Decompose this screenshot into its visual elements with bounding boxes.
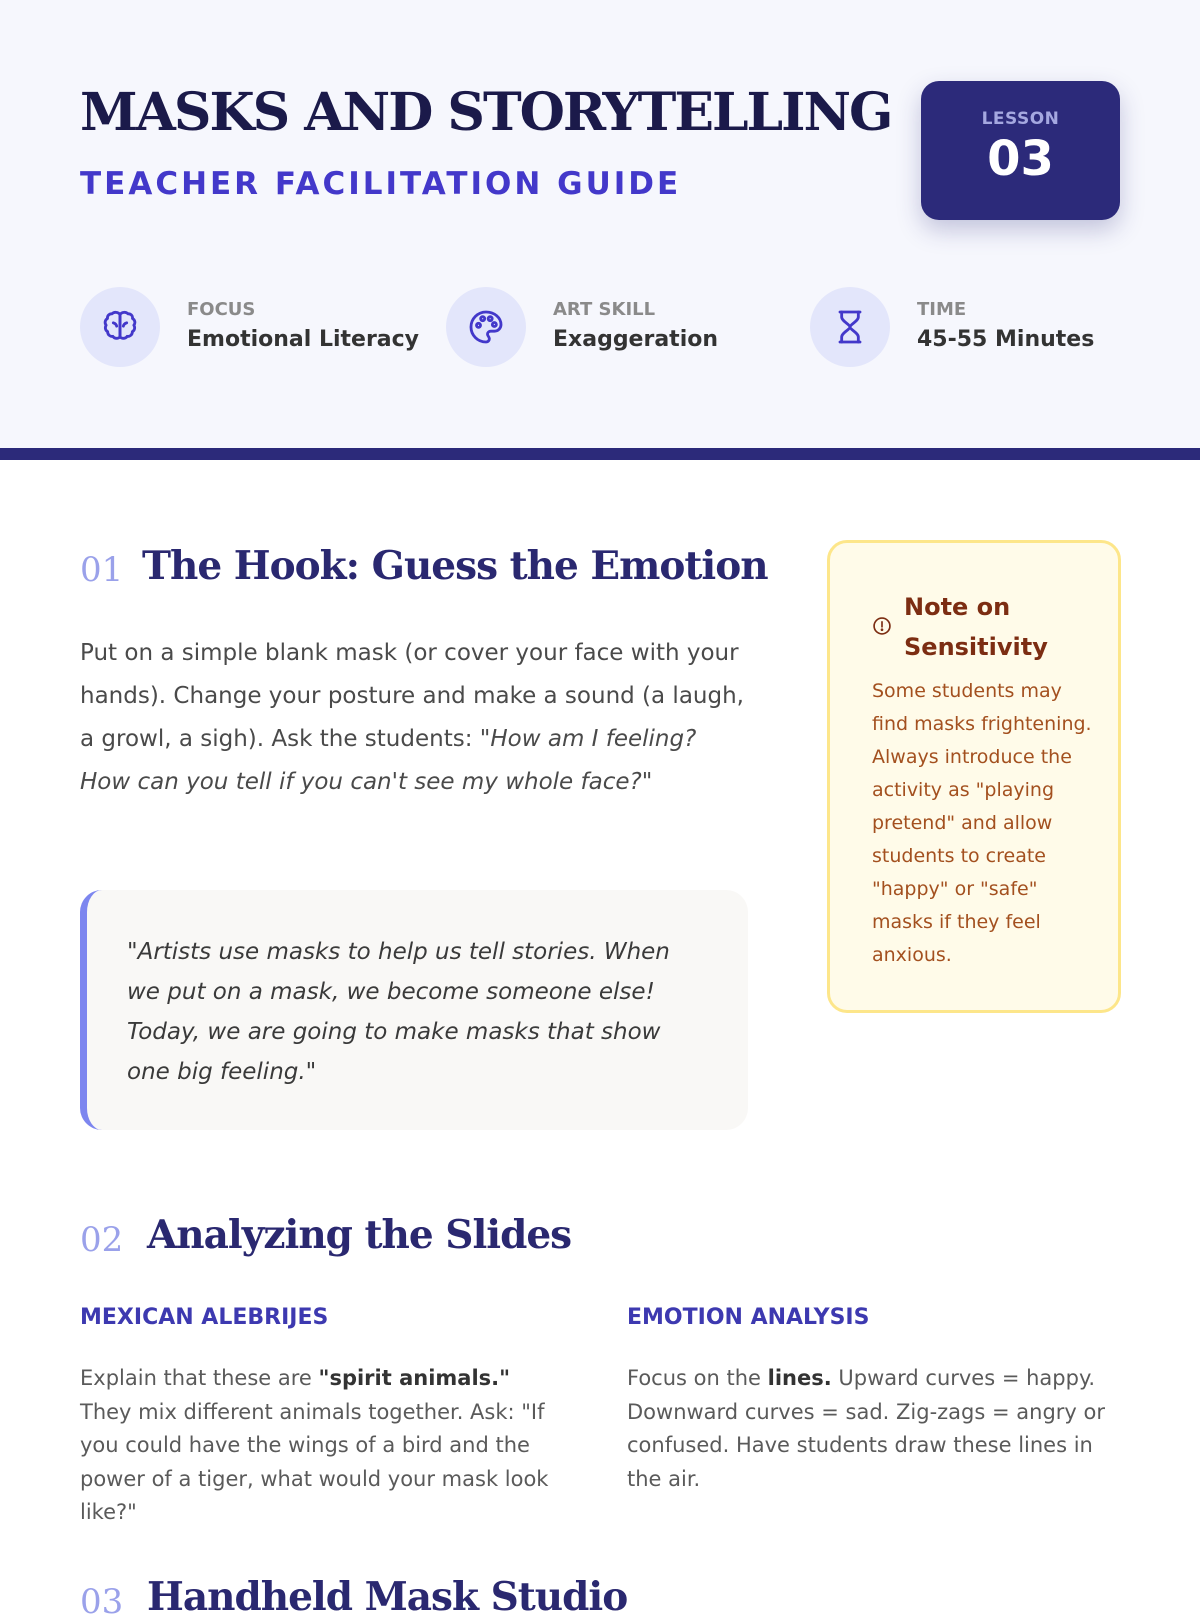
note-title: Note on Sensitivity xyxy=(904,593,1048,661)
page-title: MASKS AND STORYTELLING xyxy=(80,82,892,143)
alert-circle-icon xyxy=(872,616,892,640)
brain-icon xyxy=(80,287,160,367)
section-title: The Hook: Guess the Emotion xyxy=(142,543,768,589)
section-number: 01 xyxy=(80,550,124,590)
meta-value: Emotional Literacy xyxy=(187,327,420,352)
lesson-header xyxy=(0,0,1200,448)
hook-instructions xyxy=(80,632,750,804)
meta-value: Exaggeration xyxy=(553,327,719,352)
column-text-part: Focus on the xyxy=(627,1366,768,1390)
column-text-alebrijes xyxy=(80,1362,565,1530)
column-text-bold: "spirit animals." xyxy=(318,1366,511,1390)
lesson-number: 03 xyxy=(987,131,1054,187)
section-number: 02 xyxy=(80,1220,124,1260)
header-divider xyxy=(0,448,1200,460)
section-number: 03 xyxy=(80,1582,124,1622)
meta-label: TIME xyxy=(917,299,967,320)
column-text-emotion-analysis xyxy=(627,1362,1117,1496)
column-text-part: They mix different animals together. Ask: "If you could have the wings of a bird and the power of a tiger, what would your mask look like?" xyxy=(80,1399,549,1524)
meta-value: 45-55 Minutes xyxy=(917,327,1095,352)
column-text-bold: lines. xyxy=(767,1366,832,1390)
section-title: Handheld Mask Studio xyxy=(147,1574,628,1620)
meta-focus xyxy=(80,287,420,367)
sensitivity-note xyxy=(827,540,1121,1013)
quote-text: "Artists use masks to help us tell stories. When we put on a mask, we become someone else! Today, we are going to make masks that show one big feeling." xyxy=(127,939,670,1085)
hook-instructions-text: Put on a simple blank mask (or cover your face with your hands). Change your posture and make a sound (a laugh, a growl, a sigh). Ask the students: xyxy=(80,640,744,752)
lesson-label: LESSON xyxy=(981,109,1060,129)
meta-label: ART SKILL xyxy=(553,299,656,320)
column-text-part: Upward curves = happy. Downward curves = sad. Zig-zags = angry or confused. Have students draw these lines in the air. xyxy=(627,1366,1105,1491)
palette-icon xyxy=(446,287,526,367)
page-subtitle: TEACHER FACILITATION GUIDE xyxy=(80,166,682,202)
meta-label: FOCUS xyxy=(187,299,256,320)
lesson-badge xyxy=(921,81,1120,220)
note-body: Some students may find masks frightening. Always introduce the activity as "playing pretend" and allow students to create "happy" or "safe" masks if they feel anxious. xyxy=(872,680,1092,966)
column-heading-emotion-analysis: EMOTION ANALYSIS xyxy=(627,1305,870,1330)
column-heading-alebrijes: MEXICAN ALEBRIJES xyxy=(80,1305,329,1330)
column-text-part: Explain that these are xyxy=(80,1366,319,1390)
section-title: Analyzing the Slides xyxy=(147,1212,572,1258)
meta-time xyxy=(810,287,1140,367)
hourglass-icon xyxy=(810,287,890,367)
meta-art-skill xyxy=(446,287,776,367)
teacher-script-quote xyxy=(80,890,748,1130)
hook-question: "How am I feeling? How can you tell if you can't see my whole face?" xyxy=(80,726,697,795)
